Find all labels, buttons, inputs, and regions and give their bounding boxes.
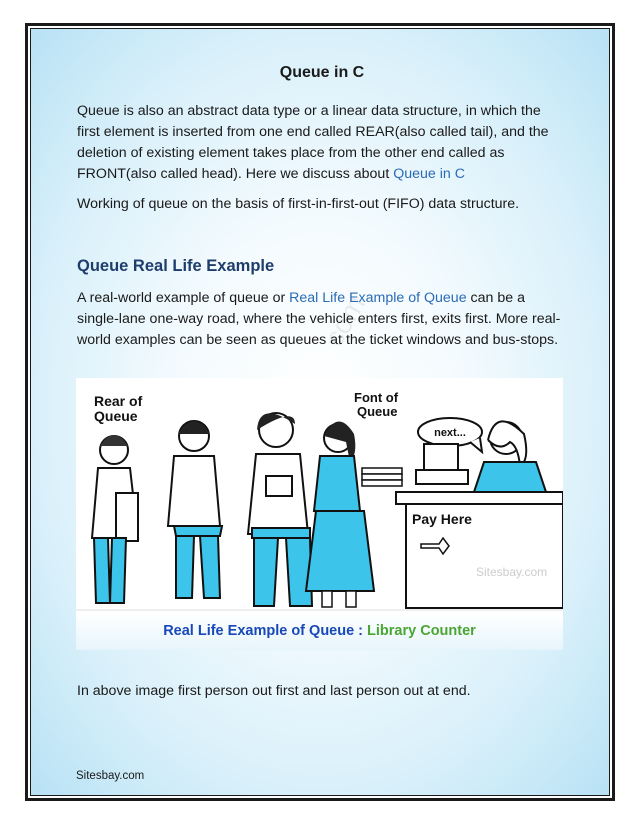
real-life-text-after: can be a single-lane one-way road, where the vehicle enters first, exits first. More real-world examples can be seen as queues at the ticket windows and bus-stops. <box>77 290 561 348</box>
intro-text: Queue is also an abstract data type or a linear data structure, in which the first element is inserted from one end called REAR(also called tail), and the deletion of existing element takes place from the other end called as FRONT(also called head). Here we discuss about <box>77 103 549 182</box>
rear-label-line2: Queue <box>94 408 138 424</box>
page-watermark: com <box>318 290 372 352</box>
person-rear <box>92 435 138 603</box>
illustration-caption <box>76 623 563 639</box>
queue-illustration <box>76 378 563 650</box>
speech-text: next... <box>434 427 466 439</box>
rear-label-line1: Rear of <box>94 393 143 409</box>
fifo-paragraph: Working of queue on the basis of first-in-first-out (FIFO) data structure. <box>77 196 520 212</box>
person-second <box>168 421 222 598</box>
person-front <box>306 421 402 607</box>
page-title: Queue in C <box>279 64 365 81</box>
page-footer: Sitesbay.com <box>76 770 145 782</box>
queue-drawing <box>76 378 563 623</box>
real-life-text-before: A real-world example of queue or <box>77 290 290 306</box>
section-heading: Queue Real Life Example <box>77 257 275 275</box>
real-life-example-link[interactable]: Real Life Example of Queue <box>289 290 467 306</box>
intro-paragraph <box>77 101 567 185</box>
caption-main: Real Life Example of Queue : <box>163 623 368 639</box>
caption-highlight: Library Counter <box>367 623 476 639</box>
image-watermark: Sitesbay.com <box>476 565 548 579</box>
queue-in-c-link[interactable]: Queue in C <box>393 166 465 182</box>
front-label-line1: Font of <box>354 390 399 405</box>
front-label-line2: Queue <box>357 404 398 419</box>
conclusion-paragraph: In above image first person out first and last person out at end. <box>77 683 471 699</box>
pay-here-sign: Pay Here <box>412 511 472 527</box>
real-life-paragraph <box>77 288 567 351</box>
person-reading <box>248 413 312 606</box>
